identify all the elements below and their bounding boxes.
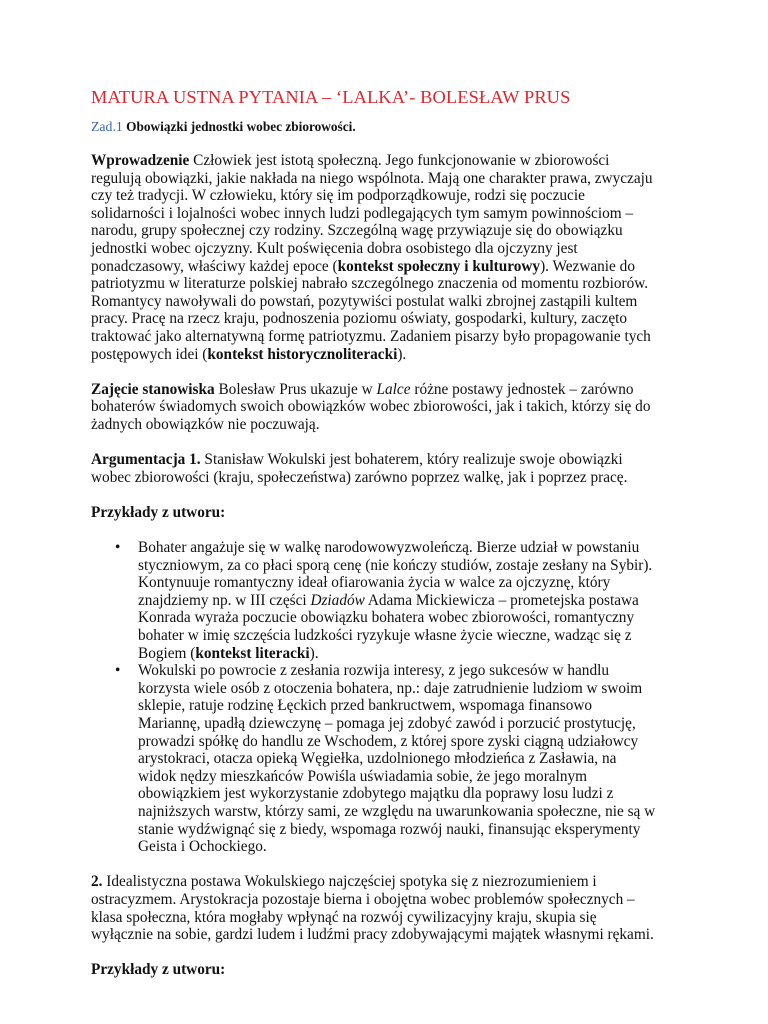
bullet-icon: • — [115, 539, 121, 557]
bullet-1-text-1: Bohater angażuje się w walkę narodowowyzwoleńczą. Bierze udział w powstaniu styczniowym, za co płaci sporą cenę (nie kończy studiów, zostaje zesłany na Sybir). Kontynuuje romantyczny ideał ofiarowania życia w walce za ojczyznę, który znajdziemy np. w III części — [138, 539, 653, 609]
examples-header-2: Przykłady z utworu: — [91, 961, 226, 979]
stance-text-2: różne postawy jednostek – zarówno bohaterów świadomych swoich obowiązków wobec zbiorowości, jak i takich, którzy się do żadnych obowiązków nie poczuwają. — [91, 380, 651, 433]
examples-list — [91, 539, 658, 856]
stance-book-title: Lalce — [376, 380, 411, 398]
intro-text-3: ). — [397, 345, 407, 363]
list-item — [115, 662, 658, 856]
argument-2-paragraph — [91, 873, 658, 943]
argument-1-text: Stanisław Wokulski jest bohaterem, który realizuje swoje obowiązki wobec zbiorowości (kraju, społeczeństwa) zarówno poprzez walkę, jak i poprzez pracę. — [91, 451, 628, 486]
bullet-1-text-2: Adama Mickiewicza – prometejska postawa Konrada wyraża poczucie obowiązku bohatera wobec zbiorowości, romantyczny bohater w imię szczęścia ludzkości ryzykuje własne życie wieczne, wadząc się z Bogiem ( — [138, 591, 639, 662]
argument-1-label: Argumentacja 1. — [91, 451, 201, 469]
stance-text-1: Bolesław Prus ukazuje w — [214, 380, 377, 398]
bullet-2-text: Wokulski po powrocie z zesłania rozwija interesy, z jego sukcesów w handlu korzysta wiele osób z otoczenia bohatera, np.: daje zatrudnienie ludziom w swoim sklepie, ratuje rodzinę Łęckich przed bankructwem, wspomaga finansowo Mariannę, upadłą dziewczynę – pomaga jej zdobyć zawód i porzucić prostytucję, prowadzi spółkę do handlu ze Wschodem, z której spore zyski ciągną udziałowcy arystokraci, otacza opieką Węgiełka, uzdolnionego młodzieńca z Zasławia, na widok nędzy mieszkańców Powiśla uświadamia sobie, że jego moralnym obowiązkiem jest wykorzystanie zdobytego majątku dla poprawy losu ludzi z najniższych warstw, którzy sami, ze względu na uwarunkowania społeczne, nie są w stanie wydźwignąć się z biedy, wspomaga rozwój nauki, finansując eksperymenty Geista i Ochockiego. — [138, 662, 656, 856]
bullet-1-text-3: ). — [309, 644, 319, 662]
stance-label: Zajęcie stanowiska — [91, 380, 215, 398]
intro-paragraph — [91, 152, 658, 363]
task-label: Zad.1 — [91, 119, 123, 134]
bullet-1-book-title: Dziadów — [310, 591, 365, 609]
argument-1-paragraph — [91, 451, 658, 486]
task-line — [91, 118, 658, 135]
bullet-1-context: kontekst literacki — [195, 644, 310, 662]
intro-context-social: kontekst społeczny i kulturowy — [337, 257, 541, 275]
stance-paragraph — [91, 381, 658, 434]
bullet-icon: • — [115, 662, 121, 680]
argument-2-text: Idealistyczna postawa Wokulskiego najczęściej spotyka się z niezrozumieniem i ostracyzmem. Arystokracja pozostaje bierna i obojętna wobec problemów społecznych – klasa społeczna, która mogłaby wpłynąć na rozwój cywilizacyjny kraju, skupia się wyłącznie na sobie, gardzi ludem i ludźmi pracy zdobywającymi majątek własnymi rękami. — [91, 873, 654, 944]
examples-header-1: Przykłady z utworu: — [91, 503, 226, 521]
argument-2-label: 2. — [91, 873, 103, 891]
intro-label: Wprowadzenie — [91, 152, 190, 169]
task-topic: Obowiązki jednostki wobec zbiorowości. — [126, 119, 356, 134]
intro-context-historical: kontekst historycznoliteracki — [207, 345, 398, 363]
intro-text-1: Człowiek jest istotą społeczną. Jego funkcjonowanie w zbiorowości regulują obowiązki, jakie nakłada na niego wspólnota. Mają one charakter prawa, zwyczaju czy też tradycji. W człowieku, który się im podporządkowuje, rodzi się poczucie solidarności i lojalności wobec innych ludzi podlegających tym samym powinnościom – narodu, grupy społecznej czy rodziny. Szczególną wagę przywiązuje się do obowiązku jednostki wobec ojczyzny. Kult poświęcenia dobra osobistego dla ojczyzny jest ponadczasowy, właściwy każdej epoce ( — [91, 152, 653, 275]
intro-text-2: ). Wezwanie do patriotyzmu w literaturze polskiej nabrało szczególnego znaczenia od momentu rozbiorów. Romantycy nawoływali do powstań, pozytywiści postulat walki zbrojnej zastąpili kultem pracy. Pracę na rzecz kraju, podnoszenia poziomu oświaty, gospodarki, kultury, zaczęto traktować jako alternatywną formę patriotyzmu. Zadaniem pisarzy było propagowanie tych postępowych idei ( — [91, 257, 651, 363]
document-title: MATURA USTNA PYTANIA – ‘LALKA’- BOLESŁAW PRUS — [91, 87, 571, 107]
list-item — [115, 539, 658, 662]
